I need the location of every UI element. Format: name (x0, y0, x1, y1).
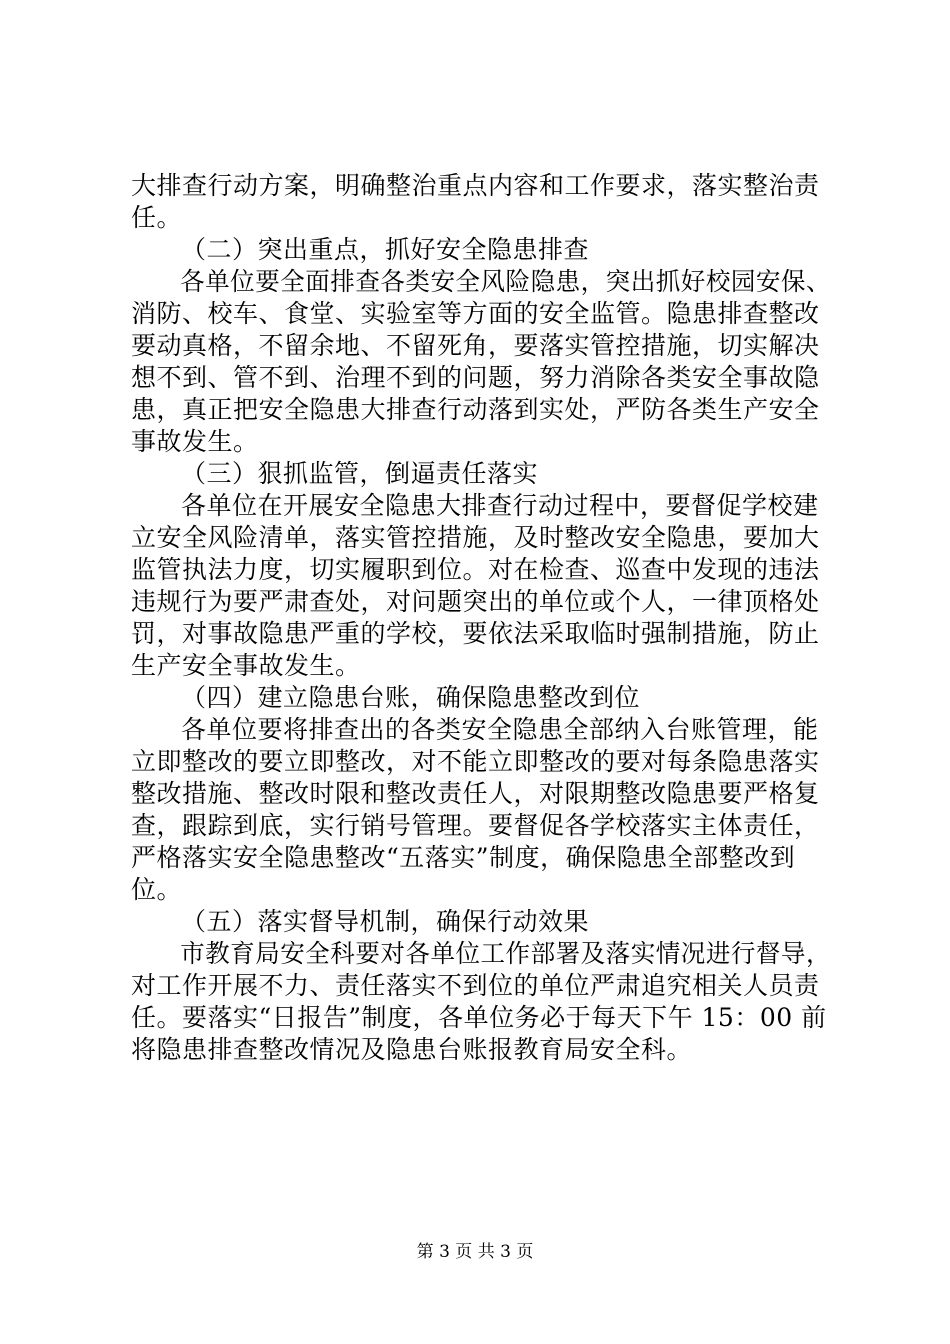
text-line: 将隐患排查整改情况及隐患台账报教育局安全科。 (131, 1035, 693, 1064)
text-line: 生产安全事故发生。 (131, 651, 361, 680)
text-line: （三）狠抓监管，倒逼责任落实 (181, 459, 539, 488)
text-line: 事故发生。 (131, 427, 259, 456)
text-line: 罚，对事故隐患严重的学校，要依法采取临时强制措施，防止 (131, 619, 820, 648)
text-line: 要动真格，不留余地、不留死角，要落实管控措施，切实解决 (131, 331, 820, 360)
text-line: 立即整改的要立即整改，对不能立即整改的要对每条隐患落实 (131, 747, 820, 776)
text-line: 查，跟踪到底，实行销号管理。要督促各学校落实主体责任， (131, 811, 820, 840)
text-line: （二）突出重点，抓好安全隐患排查 (181, 235, 590, 264)
text-line: （四）建立隐患台账，确保隐患整改到位 (181, 683, 641, 712)
document-body (131, 170, 831, 1066)
page-footer: 第 3 页 共 3 页 (416, 1242, 534, 1262)
text-line: 各单位要全面排查各类安全风险隐患，突出抓好校园安保、 (180, 267, 832, 296)
text-line: 消防、校车、食堂、实验室等方面的安全监管。隐患排查整改 (131, 299, 820, 328)
text-line: 整改措施、整改时限和整改责任人，对限期整改隐患要严格复 (131, 779, 820, 808)
text-line: 位。 (131, 875, 183, 904)
text-line: 对工作开展不力、责任落实不到位的单位严肃追究相关人员责 (131, 971, 820, 1000)
text-line: 违规行为要严肃查处，对问题突出的单位或个人，一律顶格处 (131, 587, 820, 616)
text-line: 患，真正把安全隐患大排查行动落到实处，严防各类生产安全 (131, 395, 820, 424)
text-line: 立安全风险清单，落实管控措施，及时整改安全隐患，要加大 (131, 523, 820, 552)
text-line: （五）落实督导机制，确保行动效果 (181, 907, 590, 936)
text-line: 严格落实安全隐患整改“五落实”制度，确保隐患全部整改到 (131, 843, 796, 872)
text-line: 大排查行动方案，明确整治重点内容和工作要求，落实整治责 (131, 171, 820, 200)
text-line: 监管执法力度，切实履职到位。对在检查、巡查中发现的违法 (131, 555, 820, 584)
text-line: 任。 (131, 203, 183, 232)
text-line: 任。要落实“日报告”制度，各单位务必于每天下午 15：00 前 (131, 1003, 827, 1032)
text-line: 各单位要将排查出的各类安全隐患全部纳入台账管理，能 (181, 715, 819, 744)
text-line: 市教育局安全科要对各单位工作部署及落实情况进行督导， (180, 939, 832, 968)
text-line: 各单位在开展安全隐患大排查行动过程中，要督促学校建 (181, 491, 819, 520)
text-line: 想不到、管不到、治理不到的问题，努力消除各类安全事故隐 (131, 363, 820, 392)
